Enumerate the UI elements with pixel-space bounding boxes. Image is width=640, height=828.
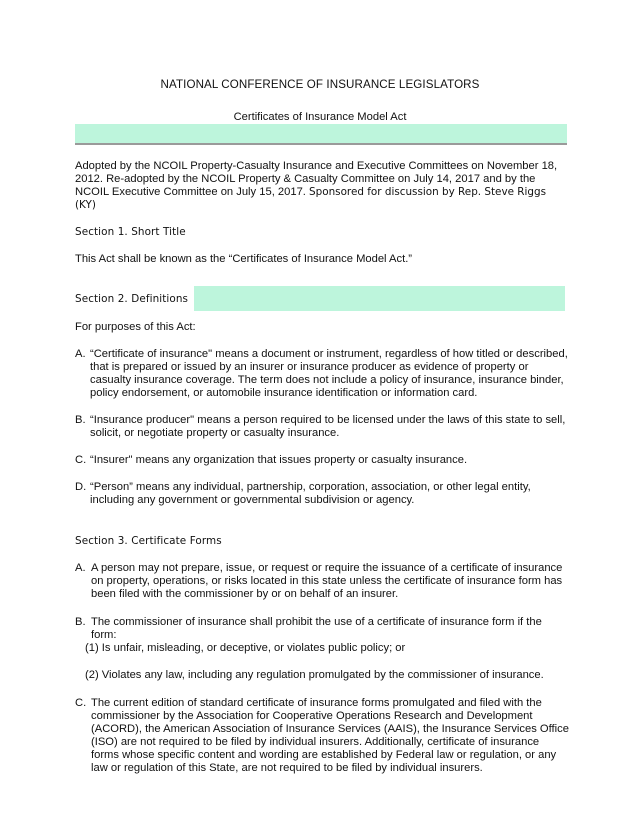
organization-title: NATIONAL CONFERENCE OF INSURANCE LEGISLATORS <box>160 78 480 91</box>
definition-item <box>75 481 570 507</box>
item-label: A. <box>75 562 86 574</box>
section1-heading: Section 1. Short Title <box>75 226 186 238</box>
sponsor-text: Sponsored for discussion by Rep. Steve Riggs (KY) <box>75 186 547 211</box>
item-text: “Person” means any individual, partnership, corporation, association, or other legal entity, including any government or governmental subdivision or agency. <box>90 481 531 506</box>
item-text: “Insurer" means any organization that issues property or casualty insurance. <box>90 454 468 466</box>
item-label: D. <box>75 481 87 493</box>
section2-intro: For purposes of this Act: <box>75 321 196 333</box>
item-label: B. <box>75 616 86 628</box>
item-label: B. <box>75 414 86 426</box>
item-text: “Insurance producer" means a person required to be licensed under the laws of this state to sell, solicit, or negotiate property or casualty insurance. <box>90 414 566 439</box>
adoption-note <box>75 160 570 212</box>
section3-item <box>75 562 570 601</box>
section3-subitem: (2) Violates any law, including any regulation promulgated by the commissioner of insurance. <box>85 669 544 681</box>
highlight-band <box>75 124 567 144</box>
act-title: Certificates of Insurance Model Act <box>233 111 407 123</box>
section3-item <box>75 697 570 775</box>
definition-item <box>75 454 570 467</box>
section3-item <box>75 616 570 642</box>
section2-heading: Section 2. Definitions <box>75 293 189 305</box>
item-text: “Certificate of insurance" means a document or instrument, regardless of how titled or described, that is prepared or issued by an insurer or insurance producer as evidence of property or casualty insurance coverage. The term does not include a policy of insurance, insurance binder, policy endorsement, or automobile insurance identification or information card. <box>90 348 568 399</box>
divider-line <box>75 143 567 145</box>
definition-item <box>75 348 570 400</box>
definitions-highlight-band <box>194 286 565 311</box>
adoption-text: Adopted by the NCOIL Property-Casualty Insurance and Executive Committees on November 18, 2012. Re-adopted by the NCOIL Property & Casualty Committee on July 14, 2017 and by the NCOIL Executive Committee on July 15, 2017. <box>75 160 558 198</box>
section1-text: This Act shall be known as the “Certificates of Insurance Model Act.” <box>75 253 413 265</box>
item-text: The current edition of standard certificate of insurance forms promulgated and filed with the commissioner by the Association for Cooperative Operations Research and Development (ACORD), the American Association of Insurance Services (AAIS), the Insurance Services Office (ISO) are not required to be filed by individual insurers. Additionally, certificate of insurance forms whose specific content and wording are established by Federal law or regulation, or any law or regulation of this State, are not required to be filed by individual insurers. <box>91 697 569 774</box>
item-label: C. <box>75 697 87 709</box>
section3-heading: Section 3. Certificate Forms <box>75 535 222 547</box>
item-text: A person may not prepare, issue, or request or require the issuance of a certificate of insurance on property, operations, or risks located in this state unless the certificate of insurance form has been filed with the commissioner by or on behalf of an insurer. <box>91 562 563 600</box>
item-label: A. <box>75 348 86 360</box>
section3-subitem: (1) Is unfair, misleading, or deceptive, or violates public policy; or <box>85 642 406 654</box>
item-label: C. <box>75 454 87 466</box>
definition-item <box>75 414 570 440</box>
item-text: The commissioner of insurance shall prohibit the use of a certificate of insurance form if the form: <box>91 616 542 641</box>
